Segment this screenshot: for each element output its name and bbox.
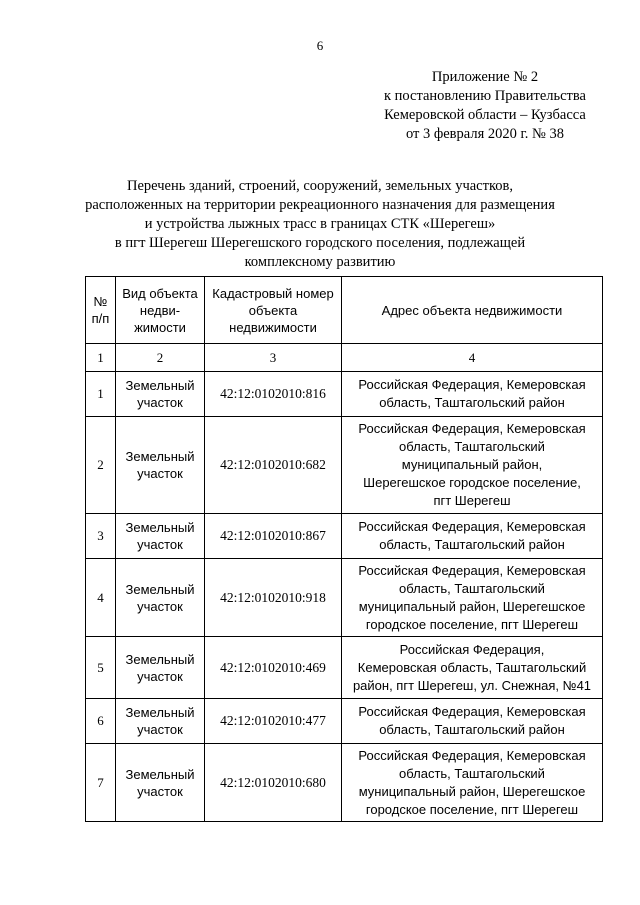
property-type-line: участок: [137, 783, 183, 799]
row-number: 1: [86, 372, 116, 417]
row-number: 2: [86, 417, 116, 514]
property-address: [342, 514, 603, 559]
property-address: [342, 699, 603, 744]
address-line: район, пгт Шерегеш, ул. Снежная, №41: [352, 677, 592, 693]
address-line: Российская Федерация, Кемеровская: [358, 421, 586, 436]
cadastral-number: 42:12:0102010:816: [205, 372, 342, 417]
header-property-type: Вид объекта недви- жимости: [116, 277, 205, 344]
header-address: Адрес объекта недвижимости: [342, 277, 603, 344]
table-row: [86, 744, 603, 822]
row-number: 3: [86, 514, 116, 559]
property-type-line: участок: [137, 598, 183, 614]
title-line: комплексному развитию: [244, 254, 396, 270]
property-type: [116, 637, 205, 699]
address-line: городское поселение, пгт Шерегеш: [365, 616, 579, 632]
property-address: [342, 744, 603, 822]
address-line: область, Таштагольский: [399, 765, 545, 781]
property-type: [116, 699, 205, 744]
appendix-line: Кемеровской области – Кузбасса: [384, 107, 586, 123]
appendix-line: от 3 февраля 2020 г. № 38: [405, 126, 565, 142]
row-number: 4: [86, 559, 116, 637]
address-line: область, Таштагольский район: [379, 537, 565, 552]
header-number: № п/п: [86, 277, 116, 344]
table-row: [86, 559, 603, 637]
address-line: Российская Федерация, Кемеровская: [358, 747, 586, 763]
cadastral-number: 42:12:0102010:469: [205, 637, 342, 699]
row-number: 7: [86, 744, 116, 822]
property-type: [116, 559, 205, 637]
table-header-row: [86, 277, 603, 344]
property-type-line: участок: [137, 537, 183, 552]
property-type-line: участок: [137, 668, 183, 684]
property-type: [116, 514, 205, 559]
property-address: [342, 417, 603, 514]
property-type-line: участок: [137, 466, 183, 481]
document-title: [70, 177, 570, 272]
property-type: [116, 372, 205, 417]
address-line: Российская Федерация, Кемеровская: [358, 704, 586, 719]
address-line: муниципальный район, Шерегешское: [358, 598, 586, 614]
table-row: [86, 417, 603, 514]
column-number: 1: [86, 344, 116, 372]
property-type-line: Земельный: [125, 651, 195, 667]
column-number: 3: [205, 344, 342, 372]
cadastral-number: 42:12:0102010:867: [205, 514, 342, 559]
property-table: [85, 276, 603, 822]
address-line: пгт Шерегеш: [433, 493, 511, 508]
address-line: область, Таштагольский: [399, 439, 545, 454]
property-type: [116, 744, 205, 822]
row-number: 6: [86, 699, 116, 744]
appendix-line: к постановлению Правительства: [384, 88, 586, 104]
address-line: Кемеровская область, Таштагольский: [357, 659, 587, 675]
page-number: 6: [316, 38, 324, 53]
table-row: [86, 372, 603, 417]
title-line: Перечень зданий, строений, сооружений, земельных участков,: [127, 178, 513, 194]
table-row: [86, 514, 603, 559]
table-row: [86, 699, 603, 744]
address-line: Российская Федерация, Кемеровская: [358, 519, 586, 534]
address-line: городское поселение, пгт Шерегеш: [365, 801, 579, 817]
title-line: расположенных на территории рекреационного назначения для размещения: [85, 197, 555, 213]
property-type-line: Земельный: [125, 766, 195, 782]
property-type-line: Земельный: [125, 520, 195, 535]
title-line: в пгт Шерегеш Шерегешского городского поселения, подлежащей: [114, 235, 526, 251]
address-line: Российская Федерация, Кемеровская: [358, 562, 586, 578]
title-line: и устройства лыжных трасс в границах СТК «Шерегеш»: [144, 216, 496, 232]
property-type-line: участок: [137, 395, 183, 410]
appendix-line: Приложение № 2: [431, 69, 539, 85]
address-line: Шерегешское городское поселение,: [363, 475, 581, 490]
cadastral-number: 42:12:0102010:680: [205, 744, 342, 822]
table-row: [86, 637, 603, 699]
property-type-line: Земельный: [125, 378, 195, 393]
header-cadastral-number: Кадастровый номер объекта недвижимости: [205, 277, 342, 344]
property-address: [342, 559, 603, 637]
property-type-line: Земельный: [125, 581, 195, 597]
column-numbers-row: [86, 344, 603, 372]
address-line: муниципальный район, Шерегешское: [358, 783, 586, 799]
address-line: область, Таштагольский район: [379, 722, 565, 737]
address-line: муниципальный район,: [401, 457, 543, 472]
property-address: [342, 372, 603, 417]
cadastral-number: 42:12:0102010:918: [205, 559, 342, 637]
property-type-line: Земельный: [125, 449, 195, 464]
cadastral-number: 42:12:0102010:477: [205, 699, 342, 744]
property-type-line: участок: [137, 722, 183, 737]
cadastral-number: 42:12:0102010:682: [205, 417, 342, 514]
appendix-header: [340, 68, 630, 144]
property-type: [116, 417, 205, 514]
address-line: Российская Федерация,: [399, 641, 545, 657]
property-type-line: Земельный: [125, 705, 195, 720]
address-line: область, Таштагольский район: [379, 395, 565, 410]
column-number: 2: [116, 344, 205, 372]
address-line: область, Таштагольский: [399, 580, 545, 596]
address-line: Российская Федерация, Кемеровская: [358, 377, 586, 392]
row-number: 5: [86, 637, 116, 699]
property-address: [342, 637, 603, 699]
column-number: 4: [342, 344, 603, 372]
